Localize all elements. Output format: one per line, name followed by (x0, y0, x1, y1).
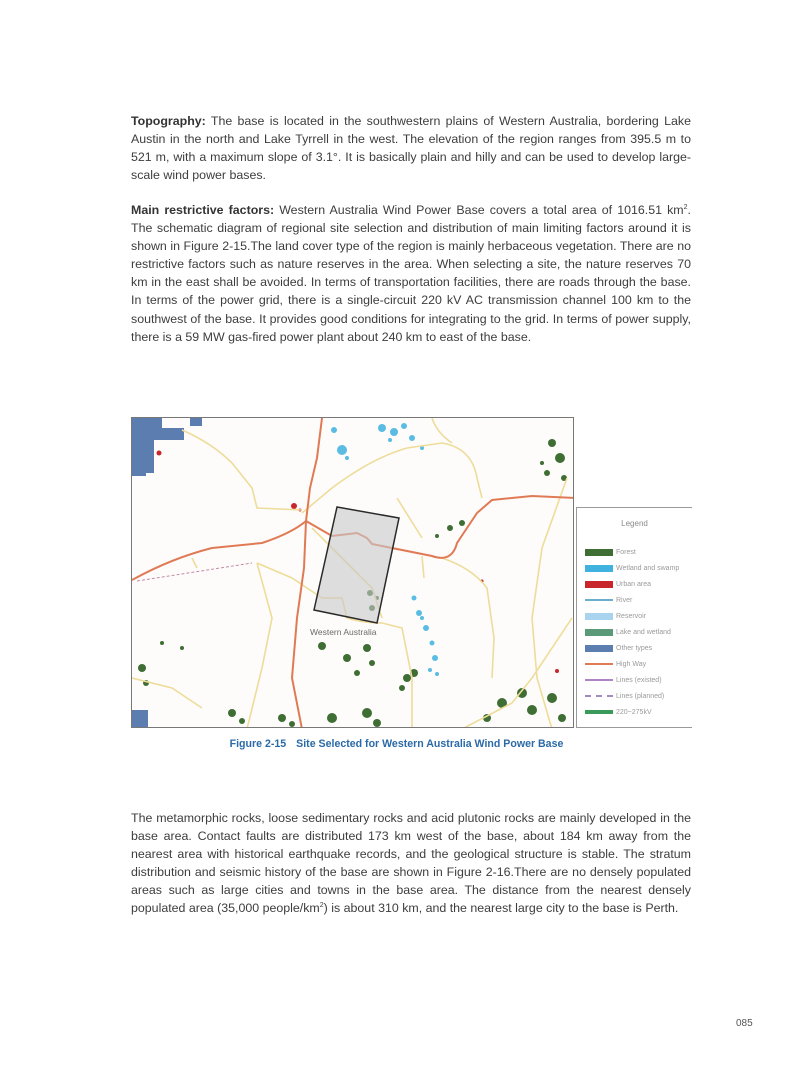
planned-line (137, 563, 252, 581)
forest-swatch-icon (585, 549, 613, 556)
legend-item-lines-planned (585, 688, 679, 704)
legend-item-river (585, 592, 679, 608)
legend-label: River (616, 596, 633, 604)
river-line-icon (585, 599, 613, 601)
map-region-label: Western Australia (310, 627, 377, 637)
existing-line-icon (585, 679, 613, 681)
legend-items (585, 544, 679, 720)
legend-label: Lines (existed) (616, 676, 662, 684)
legend-item-highway (585, 656, 679, 672)
legend-item-forest (585, 544, 679, 560)
highway-line-icon (585, 663, 613, 665)
restrictive-factors-label: Main restrictive factors: (131, 203, 275, 217)
reservoir-swatch-icon (585, 613, 613, 620)
topography-label: Topography: (131, 114, 206, 128)
restrictive-text-b: . The schematic diagram of regional site selection and distribution of main limiting factors around it is shown in Figure 2-15.The land cover type of the region is mainly herbaceous vegetation. There are no restrictive factors such as nature reserves in the area. When selecting a site, the nature reserves 70 km in the east shall be avoided. In terms of transportation facilities, there are roads through the base. In terms of the power grid, there is a single-circuit 220 kV AC transmission channel 100 km to the southwest of the base. It provides good conditions for integrating to the grid. In terms of power supply, there is a 59 MW gas-fired power plant about 240 km to east of the base. (131, 203, 691, 344)
map-legend (576, 507, 692, 728)
lake-swatch-icon (585, 629, 613, 636)
planned-line-icon (585, 695, 613, 697)
geology-text-b: ) is about 310 km, and the nearest large city to the base is Perth. (323, 901, 679, 916)
legend-label: Reservoir (616, 612, 646, 620)
geology-text-a: The metamorphic rocks, loose sedimentary rocks and acid plutonic rocks are mainly developed in the base area. Contact faults are distributed 173 km west of the base, about 184 km away from the nearest area with historical earthquake records, and the geological structure is stable. The stratum distribution and seismic history of the base are shown in Figure 2-16.There are no densely populated areas such as large cities and towns in the base area. The distance from the nearest densely populated area (35,000 people/km (131, 811, 691, 916)
superscript: 2 (319, 902, 324, 910)
page-number: 085 (736, 1018, 753, 1029)
other-types-swatch-icon (585, 645, 613, 652)
legend-item-other (585, 640, 679, 656)
urban-swatch-icon (585, 581, 613, 588)
legend-title: Legend (621, 519, 648, 528)
selected-site-area (314, 507, 399, 623)
geology-paragraph (131, 809, 691, 918)
legend-label: Lake and wetland (616, 628, 671, 636)
figure-caption (0, 738, 793, 750)
legend-label: Forest (616, 548, 636, 556)
restrictive-factors-paragraph (131, 201, 691, 346)
legend-item-220-275kv (585, 704, 679, 720)
legend-label: 220~275kV (616, 708, 652, 716)
site-map (131, 417, 574, 728)
legend-item-lake (585, 624, 679, 640)
legend-label: Other types (616, 644, 653, 652)
legend-item-wetland (585, 560, 679, 576)
legend-item-urban (585, 576, 679, 592)
topography-text: The base is located in the southwestern plains of Western Australia, bordering Lake Austin in the north and Lake Tyrrell in the west. The elevation of the region ranges from 395.5 m to 521 m, with a maximum slope of 3.1°. It is basically plain and hilly and can be used to develop large-scale wind power bases. (131, 114, 691, 183)
legend-label: Wetland and swamp (616, 564, 680, 572)
legend-item-lines-existed (585, 672, 679, 688)
legend-label: High Way (616, 660, 647, 668)
legend-label: Urban area (616, 580, 652, 588)
kv-line-icon (585, 710, 613, 714)
figure-2-15 (131, 417, 692, 729)
other-types-areas (132, 418, 202, 728)
topography-paragraph (131, 112, 691, 184)
legend-label: Lines (planned) (616, 692, 665, 700)
restrictive-text-a: Western Australia Wind Power Base covers a total area of 1016.51 km (274, 203, 684, 217)
legend-item-reservoir (585, 608, 679, 624)
wetland-swatch-icon (585, 565, 613, 572)
map-graphic (132, 418, 574, 728)
figure-caption-text: Site Selected for Western Australia Wind Power Base (296, 738, 564, 750)
superscript: 2 (683, 203, 688, 211)
figure-number: Figure 2-15 (229, 738, 287, 750)
